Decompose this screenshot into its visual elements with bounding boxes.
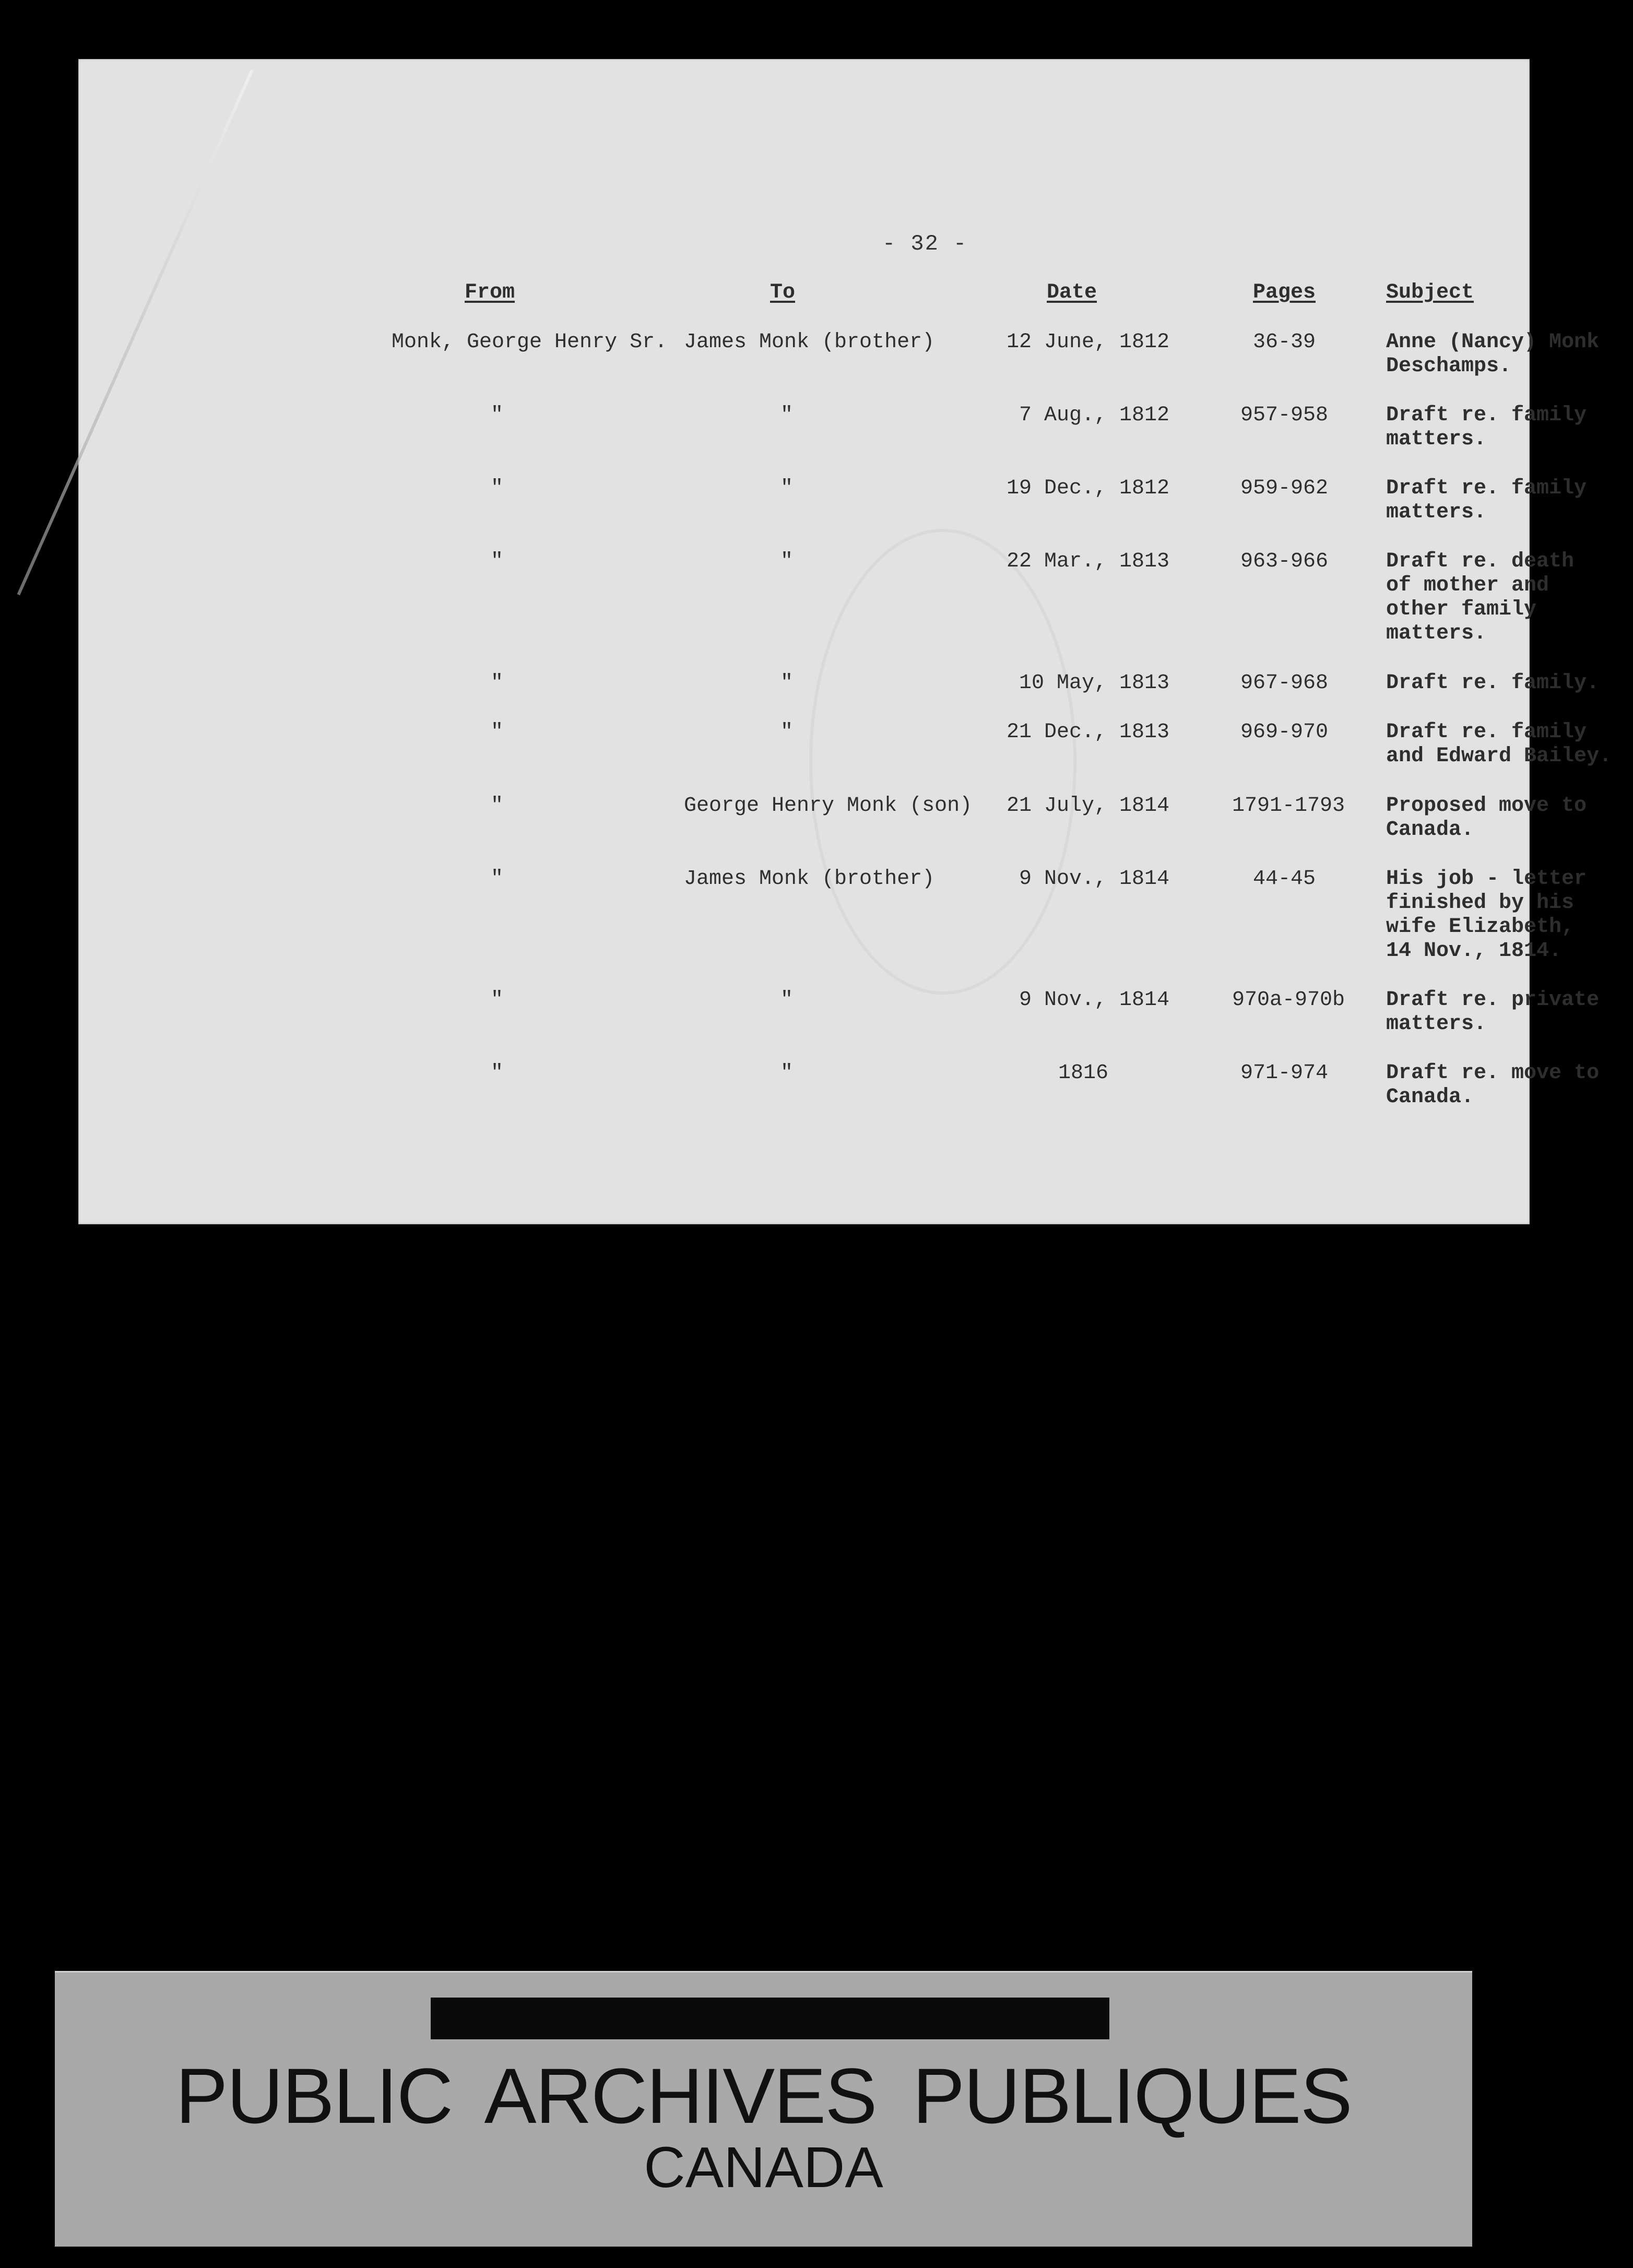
label-black-bar bbox=[431, 1998, 1109, 2039]
row-3-from: " bbox=[491, 477, 504, 500]
film-scratch bbox=[17, 69, 254, 595]
row-8-subject: His job - letter finished by his wife Elizabeth, 14 Nov., 1814. bbox=[1386, 867, 1587, 963]
row-7-subject: Proposed move to Canada. bbox=[1386, 794, 1587, 842]
row-3-pages: 959-962 bbox=[1240, 477, 1329, 500]
row-2-from: " bbox=[491, 404, 504, 427]
row-7-pages: 1791-1793 bbox=[1232, 794, 1345, 818]
row-4-from: " bbox=[491, 550, 504, 573]
row-5-date: 10 May, 1813 bbox=[1019, 671, 1169, 695]
row-5-to: " bbox=[780, 671, 794, 695]
header-date: Date bbox=[1047, 281, 1097, 304]
archive-label-line2: CANADA bbox=[644, 2135, 883, 2200]
row-3-subject: Draft re. family matters. bbox=[1386, 477, 1587, 524]
row-8-from: " bbox=[491, 867, 504, 891]
row-5-from: " bbox=[491, 671, 504, 695]
row-1-subject: Anne (Nancy) Monk Deschamps. bbox=[1386, 330, 1600, 378]
row-7-from: " bbox=[491, 794, 504, 818]
row-9-pages: 970a-970b bbox=[1232, 988, 1345, 1012]
row-5-subject: Draft re. family. bbox=[1386, 671, 1600, 695]
row-1-to: James Monk (brother) bbox=[684, 330, 935, 354]
row-9-date: 9 Nov., 1814 bbox=[1019, 988, 1169, 1012]
row-6-to: " bbox=[780, 720, 794, 744]
row-1-date: 12 June, 1812 bbox=[1006, 330, 1169, 354]
header-from: From bbox=[465, 281, 515, 304]
row-10-to: " bbox=[780, 1061, 794, 1085]
row-9-subject: Draft re. private matters. bbox=[1386, 988, 1600, 1036]
row-3-to: " bbox=[780, 477, 794, 500]
row-1-pages: 36-39 bbox=[1252, 330, 1316, 354]
row-4-pages: 963-966 bbox=[1240, 550, 1329, 573]
row-4-date: 22 Mar., 1813 bbox=[1006, 550, 1169, 573]
header-subject: Subject bbox=[1386, 281, 1474, 304]
row-10-from: " bbox=[491, 1061, 504, 1085]
row-5-pages: 967-968 bbox=[1240, 671, 1329, 695]
row-2-to: " bbox=[780, 404, 794, 427]
archive-label bbox=[55, 1971, 1472, 2247]
row-4-to: " bbox=[780, 550, 794, 573]
row-4-subject: Draft re. death of mother and other family matters. bbox=[1386, 550, 1575, 645]
row-10-date: 1816 bbox=[1058, 1061, 1108, 1085]
page-number: - 32 - bbox=[882, 231, 968, 256]
row-9-from: " bbox=[491, 988, 504, 1012]
row-6-from: " bbox=[491, 720, 504, 744]
row-2-date: 7 Aug., 1812 bbox=[1019, 404, 1169, 427]
archive-label-line1: PUBLIC ARCHIVES PUBLIQUES bbox=[175, 2052, 1352, 2140]
row-7-date: 21 July, 1814 bbox=[1006, 794, 1169, 818]
watermark-stamp bbox=[809, 529, 1076, 995]
row-1-from: Monk, George Henry Sr. bbox=[392, 330, 668, 354]
document-sheet bbox=[78, 59, 1612, 1224]
row-7-to: George Henry Monk (son) bbox=[684, 794, 973, 818]
row-6-date: 21 Dec., 1813 bbox=[1006, 720, 1169, 744]
row-2-pages: 957-958 bbox=[1240, 404, 1329, 427]
row-9-to: " bbox=[780, 988, 794, 1012]
row-8-date: 9 Nov., 1814 bbox=[1019, 867, 1169, 891]
row-10-pages: 971-974 bbox=[1240, 1061, 1329, 1085]
row-10-subject: Draft re. move to Canada. bbox=[1386, 1061, 1600, 1109]
row-8-to: James Monk (brother) bbox=[684, 867, 935, 891]
header-to: To bbox=[770, 281, 796, 304]
row-6-pages: 969-970 bbox=[1240, 720, 1329, 744]
row-2-subject: Draft re. family matters. bbox=[1386, 404, 1587, 451]
row-3-date: 19 Dec., 1812 bbox=[1006, 477, 1169, 500]
header-pages: Pages bbox=[1253, 281, 1316, 304]
row-8-pages: 44-45 bbox=[1252, 867, 1316, 891]
row-6-subject: Draft re. family and Edward Bailey. bbox=[1386, 720, 1612, 768]
